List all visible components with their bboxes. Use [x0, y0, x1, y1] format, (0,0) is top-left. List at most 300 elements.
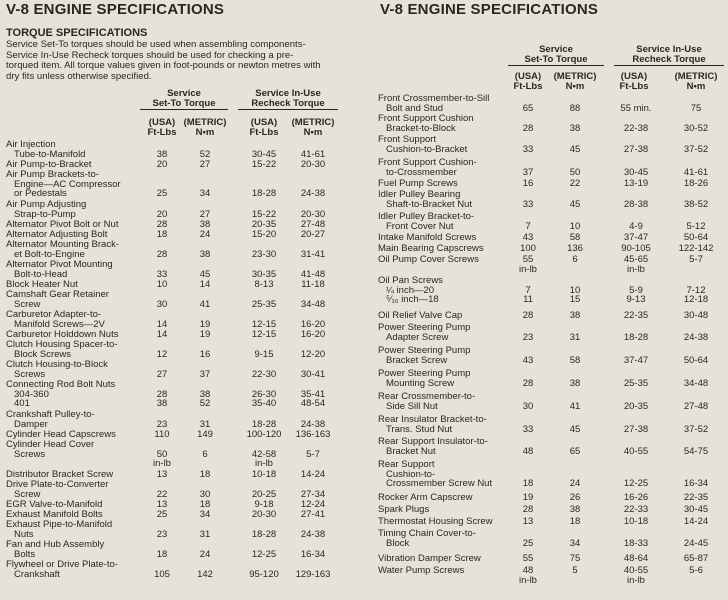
spec-value: 34-48	[300, 298, 326, 310]
spec-label: Cushion-to-Bracket	[386, 143, 468, 155]
spec-value: 48	[522, 445, 534, 457]
unit-note: in-lb	[255, 458, 273, 470]
spec-value: 27-38	[623, 423, 649, 435]
spec-value: 6	[202, 448, 208, 460]
spec-value: 35-41	[300, 388, 326, 400]
header-line: N•m	[565, 81, 585, 92]
spec-value: 41-48	[300, 268, 326, 280]
spec-value: 50-64	[683, 232, 709, 243]
spec-value: 10-18	[623, 516, 649, 527]
spec-label: Oil Pan Screws	[378, 275, 443, 286]
spec-value: 48-64	[623, 553, 649, 564]
spec-value: 65	[569, 445, 581, 457]
spec-label: Screw	[14, 488, 41, 500]
spec-value: 24-38	[300, 188, 326, 200]
spec-value: 38	[569, 122, 581, 134]
spec-label: Rear Insulator Bracket-to-	[378, 414, 487, 425]
spec-value: 75	[569, 553, 581, 564]
spec-value: 18	[156, 548, 168, 560]
spec-value: 28	[156, 219, 168, 230]
spec-label: Bolts	[14, 548, 36, 560]
spec-value: 28-38	[623, 198, 649, 210]
spec-label: Flywheel or Drive Plate-to-	[6, 559, 118, 570]
usa-header	[246, 118, 282, 138]
spec-value: 43	[522, 232, 534, 243]
spec-label: Crankshaft Pulley-to-	[6, 409, 95, 420]
spec-value: 18-28	[251, 418, 277, 430]
header-line: Ft-Lbs	[513, 81, 543, 92]
spec-value: 45	[199, 268, 211, 280]
spec-value: 27-48	[300, 219, 326, 230]
spec-value: 28	[522, 504, 534, 515]
header-line: Recheck Torque	[632, 54, 706, 65]
spec-value: 30	[199, 488, 211, 500]
spec-value: 33	[522, 143, 534, 155]
unit-note: in-lb	[153, 458, 171, 470]
spec-value: 23	[156, 418, 168, 430]
spec-value: 88	[569, 102, 581, 114]
spec-value: 24	[199, 548, 211, 560]
spec-value: 38-52	[683, 198, 709, 210]
spec-value: 90-105	[621, 243, 651, 254]
spec-value: 25	[156, 509, 168, 520]
recheck-torque-header	[238, 89, 338, 110]
spec-label: Manifold Screws—2V	[14, 318, 105, 330]
spec-value: 30-45	[251, 148, 277, 160]
spec-value: 18	[522, 478, 534, 490]
spec-value: 22-38	[623, 122, 649, 134]
spec-label: Intake Manifold Screws	[378, 232, 477, 243]
spec-value: 45	[569, 198, 581, 210]
unit-note: in-lb	[519, 574, 537, 586]
spec-value: 27-41	[300, 509, 326, 520]
spec-value: 37	[199, 368, 211, 380]
spec-value: 5-7	[306, 448, 320, 460]
spec-value: 27	[199, 159, 211, 170]
spec-value: 25-35	[623, 377, 649, 389]
spec-value: 22-35	[623, 310, 649, 321]
spec-value: 20	[156, 208, 168, 220]
spec-label: Mounting Screw	[386, 377, 455, 389]
header-line: (USA)	[620, 71, 648, 82]
spec-label: Fuel Pump Screws	[378, 178, 458, 189]
spec-label: Rear Support Insulator-to-	[378, 436, 488, 447]
spec-value: 34	[569, 537, 581, 549]
spec-value: 28	[522, 377, 534, 389]
spec-label: Alternator Pivot Mounting	[6, 259, 113, 270]
spec-value: 43	[522, 354, 534, 366]
spec-value: 10	[569, 284, 581, 296]
spec-value: 38	[199, 248, 211, 260]
header-line: (METRIC)	[674, 71, 718, 82]
spec-value: 110	[154, 429, 170, 440]
spec-label: Air Injection	[6, 139, 56, 150]
header-line: (USA)	[514, 71, 542, 82]
spec-value: 14	[156, 329, 168, 340]
spec-value: 95-120	[249, 568, 279, 580]
spec-label: Front Cover Nut	[386, 220, 454, 232]
usa-header	[144, 118, 180, 138]
spec-value: 10-18	[251, 469, 277, 480]
spec-value: 35-40	[251, 398, 277, 410]
spec-value: 38	[199, 388, 211, 400]
spec-value: 20-25	[251, 488, 277, 500]
spec-value: 5	[572, 565, 578, 576]
spec-value: 52	[199, 148, 211, 160]
usa-header	[510, 72, 546, 92]
spec-value: 122-142	[678, 243, 714, 254]
spec-value: 20	[156, 159, 168, 170]
spec-label: Timing Chain Cover-to-	[378, 528, 476, 539]
header-line: Set-To Torque	[152, 98, 216, 109]
spec-value: 38	[569, 310, 581, 321]
spec-value: 55	[522, 553, 534, 564]
spec-value: 38	[569, 377, 581, 389]
spec-value: 18	[199, 469, 211, 480]
spec-value: 8-13	[254, 279, 274, 290]
spec-value: 30-41	[300, 368, 326, 380]
spec-value: 34	[199, 509, 211, 520]
spec-value: 28	[156, 248, 168, 260]
spec-value: 27-38	[623, 143, 649, 155]
spec-value: 22-33	[623, 504, 649, 515]
spec-value: 11-18	[301, 279, 325, 290]
spec-label: Bracket Nut	[386, 445, 436, 457]
spec-value: 5-12	[686, 220, 706, 232]
header-line: N•m	[303, 127, 323, 138]
header-line: N•m	[195, 127, 215, 138]
metric-header	[668, 72, 724, 92]
spec-value: 31	[569, 331, 581, 343]
spec-label: Damper	[14, 418, 48, 430]
spec-value: 15-20	[251, 229, 277, 240]
spec-value: 20-30	[300, 159, 326, 170]
spec-value: 5-6	[689, 565, 703, 576]
spec-value: 5-7	[689, 254, 703, 265]
spec-value: 13	[522, 516, 534, 527]
header-line: (METRIC)	[291, 117, 335, 128]
spec-value: 40-55	[623, 565, 649, 576]
spec-value: 24	[199, 229, 211, 240]
spec-value: 41-61	[683, 166, 709, 178]
spec-value: 18-26	[683, 178, 709, 189]
spec-value: 30-52	[683, 122, 709, 134]
spec-value: 15	[569, 294, 581, 306]
spec-value: 38	[156, 148, 168, 160]
spec-label: ¼ inch—20	[386, 284, 435, 296]
spec-value: 58	[569, 354, 581, 366]
spec-label: Oil Pump Cover Screws	[378, 254, 479, 265]
spec-value: 33	[156, 268, 168, 280]
spec-value: 28	[522, 310, 534, 321]
spec-value: 24-38	[683, 331, 709, 343]
unit-note: in-lb	[627, 574, 645, 586]
spec-value: 20-27	[300, 229, 326, 240]
spec-value: 30-45	[623, 166, 649, 178]
spec-label: Power Steering Pump	[378, 322, 471, 333]
header-line: (USA)	[148, 117, 176, 128]
spec-label: Air Pump-to-Bracket	[6, 159, 92, 170]
spec-value: 12-15	[251, 329, 277, 340]
spec-value: 16-34	[683, 478, 709, 490]
spec-value: 142	[197, 568, 213, 580]
spec-value: 25	[522, 537, 534, 549]
spec-value: 11	[523, 294, 533, 306]
spec-label: Cushion-to-	[386, 468, 436, 480]
spec-label: Engine—AC Compressor	[14, 178, 121, 190]
header-line: Ft-Lbs	[147, 127, 177, 138]
spec-value: 25-35	[251, 298, 277, 310]
spec-label: Strap-to-Pump	[14, 208, 76, 220]
metric-header	[180, 118, 230, 138]
spec-label: Block Screws	[14, 348, 72, 360]
spec-value: 52	[199, 398, 211, 410]
spec-label: Bracket-to-Block	[386, 122, 456, 134]
spec-value: 31	[199, 418, 211, 430]
spec-value: 19	[199, 329, 211, 340]
spec-value: 14-24	[683, 516, 709, 527]
spec-value: 12-15	[251, 318, 277, 330]
intro-line: dry fits unless otherwise specified.	[6, 70, 152, 82]
spec-label: EGR Valve-to-Manifold	[6, 499, 103, 510]
spec-label: Idler Pulley Bearing	[378, 189, 461, 200]
spec-value: 37-52	[683, 423, 709, 435]
spec-value: 15-22	[251, 208, 277, 220]
spec-value: 18-33	[623, 537, 649, 549]
spec-value: 105	[154, 568, 170, 580]
header-line: Service	[167, 88, 201, 99]
spec-label: Power Steering Pump	[378, 368, 471, 379]
header-line: Set-To Torque	[524, 54, 588, 65]
spec-value: 7-12	[686, 284, 706, 296]
spec-value: 24-38	[300, 418, 326, 430]
spec-value: 16-20	[300, 318, 326, 330]
header-line: (METRIC)	[183, 117, 227, 128]
spec-value: 136-163	[295, 429, 331, 440]
spec-label: Clutch Housing-to-Block	[6, 359, 108, 370]
spec-value: 20-35	[251, 219, 277, 230]
spec-label: Fan and Hub Assembly	[6, 539, 105, 550]
spec-value: 10	[569, 220, 581, 232]
spec-label: Water Pump Screws	[378, 565, 465, 576]
spec-value: 75	[690, 102, 702, 114]
spec-value: 20-35	[623, 400, 649, 412]
spec-value: 9-13	[626, 294, 646, 306]
spec-label: to-Crossmember	[386, 166, 457, 178]
spec-value: 18	[199, 499, 211, 510]
spec-value: 14-24	[300, 469, 326, 480]
spec-value: 37-52	[683, 143, 709, 155]
spec-value: 14	[156, 318, 168, 330]
header-line: Service	[539, 44, 573, 55]
spec-value: 136	[567, 243, 583, 254]
spec-label: Main Bearing Capscrews	[378, 243, 484, 254]
spec-value: 30	[156, 298, 168, 310]
spec-value: 5-9	[629, 284, 643, 296]
spec-label: Alternator Mounting Brack-	[6, 239, 119, 250]
spec-value: 42-58	[251, 448, 277, 460]
metric-header	[288, 118, 338, 138]
spec-label: ⁵⁄₁₆ inch—18	[386, 294, 439, 306]
spec-value: 37-47	[623, 354, 649, 366]
spec-value: 30-35	[251, 268, 277, 280]
spec-value: 33	[522, 423, 534, 435]
spec-label: Distributor Bracket Screw	[6, 469, 114, 480]
spec-value: 149	[197, 429, 213, 440]
spec-label: or Pedestals	[14, 188, 67, 200]
header-line: Service In-Use	[255, 88, 321, 99]
spec-label: Carburetor Adapter-to-	[6, 309, 102, 320]
spec-value: 12	[156, 348, 168, 360]
intro-line: torqued item. All torque values given in foot-pounds or newton metres with	[6, 60, 321, 71]
spec-label: Idler Pulley Bracket-to-	[378, 211, 475, 222]
spec-value: 12-20	[300, 348, 326, 360]
spec-value: 16-26	[623, 492, 649, 503]
spec-value: 129-163	[295, 568, 331, 580]
spec-label: Side Sill Nut	[386, 400, 438, 412]
metric-header	[550, 72, 600, 92]
spec-value: 38	[199, 219, 211, 230]
spec-value: 27-34	[300, 488, 326, 500]
spec-label: Crankshaft	[14, 568, 60, 580]
spec-value: 26	[569, 492, 581, 503]
spec-value: 18-28	[623, 331, 649, 343]
spec-value: 50	[156, 448, 168, 460]
spec-label: Carburetor Holddown Nuts	[6, 329, 119, 340]
spec-value: 65	[522, 102, 534, 114]
spec-label: Front Support Cushion-	[378, 157, 477, 168]
spec-label: Drive Plate-to-Converter	[6, 479, 109, 490]
spec-value: 58	[569, 232, 581, 243]
spec-label: Nuts	[14, 528, 34, 540]
spec-label: Shaft-to-Bracket Nut	[386, 198, 473, 210]
spec-value: 55 min.	[620, 102, 652, 114]
spec-value: 16-20	[300, 329, 326, 340]
spec-value: 45	[569, 423, 581, 435]
intro-line: Service Set-To torques should be used when assembling components-	[6, 39, 306, 50]
spec-value: 50	[569, 166, 581, 178]
torque-specifications-heading: TORQUE SPECIFICATIONS	[6, 27, 148, 39]
spec-value: 22	[156, 488, 168, 500]
header-line: Ft-Lbs	[249, 127, 279, 138]
spec-value: 37	[522, 166, 534, 178]
spec-value: 50-64	[683, 354, 709, 366]
spec-value: 34	[199, 188, 211, 200]
spec-value: 6	[572, 254, 578, 265]
spec-label: Rocker Arm Capscrew	[378, 492, 473, 503]
spec-label: Screws	[14, 368, 46, 380]
spec-value: 12-25	[623, 478, 649, 490]
spec-label: Air Pump Brackets-to-	[6, 169, 99, 180]
spec-value: 27-48	[683, 400, 709, 412]
spec-label: Rear Support	[378, 459, 435, 470]
spec-value: 19	[522, 492, 534, 503]
spec-label: Adapter Screw	[386, 331, 449, 343]
set-to-torque-header	[140, 89, 228, 110]
spec-value: 13-19	[623, 178, 649, 189]
spec-label: Air Pump Adjusting	[6, 199, 87, 210]
spec-value: 30-45	[683, 504, 709, 515]
spec-value: 40-55	[623, 445, 649, 457]
spec-value: 65-87	[683, 553, 709, 564]
spec-label: Power Steering Pump	[378, 345, 471, 356]
spec-value: 24-38	[300, 528, 326, 540]
spec-value: 54-75	[683, 445, 709, 457]
spec-label: Rear Crossmember-to-	[378, 391, 476, 402]
spec-value: 41	[569, 400, 581, 412]
header-line: Service In-Use	[636, 44, 702, 55]
spec-label: Screw	[14, 298, 41, 310]
spec-value: 22-30	[251, 368, 277, 380]
spec-label: 401	[14, 398, 30, 410]
intro-paragraph	[6, 40, 366, 82]
spec-label: Tube-to-Manifold	[14, 148, 86, 160]
spec-value: 38	[569, 504, 581, 515]
spec-label: Bracket Screw	[386, 354, 448, 366]
spec-label: Block	[386, 537, 410, 549]
spec-value: 22	[569, 178, 581, 189]
spec-label: Bolt and Stud	[386, 102, 444, 114]
spec-value: 37-47	[623, 232, 649, 243]
spec-value: 19	[199, 318, 211, 330]
spec-label: Thermostat Housing Screw	[378, 516, 493, 527]
spec-label: Clutch Housing Spacer-to-	[6, 339, 118, 350]
spec-value: 14	[199, 279, 211, 290]
spec-value: 7	[525, 220, 531, 232]
spec-value: 55	[522, 254, 534, 265]
spec-value: 30	[522, 400, 534, 412]
header-line: Ft-Lbs	[619, 81, 649, 92]
spec-value: 16-34	[300, 548, 326, 560]
spec-value: 12-25	[251, 548, 277, 560]
spec-value: 34-48	[683, 377, 709, 389]
spec-label: Spark Plugs	[378, 504, 430, 515]
spec-label: et Bolt-to-Engine	[14, 248, 85, 260]
unit-note: in-lb	[519, 263, 537, 275]
spec-label: Vibration Damper Screw	[378, 553, 481, 564]
spec-value: 18-28	[251, 188, 277, 200]
spec-value: 27	[156, 368, 168, 380]
spec-value: 23	[156, 528, 168, 540]
spec-value: 23	[522, 331, 534, 343]
spec-value: 31	[199, 528, 211, 540]
header-line: Recheck Torque	[251, 98, 325, 109]
recheck-torque-header	[614, 45, 724, 66]
spec-label: Trans. Stud Nut	[386, 423, 453, 435]
spec-label: Cylinder Head Cover	[6, 439, 95, 450]
spec-value: 18	[156, 229, 168, 240]
spec-label: Alternator Adjusting Bolt	[6, 229, 108, 240]
spec-value: 100-120	[246, 429, 282, 440]
spec-value: 26-30	[251, 388, 277, 400]
spec-value: 15-22	[251, 159, 277, 170]
spec-value: 100	[520, 243, 536, 254]
spec-value: 20-30	[251, 509, 277, 520]
spec-label: Block Heater Nut	[6, 279, 78, 290]
spec-value: 23-30	[251, 248, 277, 260]
spec-value: 12-18	[683, 294, 709, 306]
spec-label: Front Support Cushion	[378, 113, 474, 124]
spec-label: Exhaust Pipe-to-Manifold	[6, 519, 113, 530]
spec-value: 48	[522, 565, 534, 576]
spec-value: 12-24	[300, 499, 326, 510]
spec-label: Screws	[14, 448, 46, 460]
spec-value: 10	[156, 279, 168, 290]
spec-value: 27	[199, 208, 211, 220]
spec-value: 24	[569, 478, 581, 490]
spec-value: 9-18	[254, 499, 274, 510]
spec-value: 41	[199, 298, 211, 310]
